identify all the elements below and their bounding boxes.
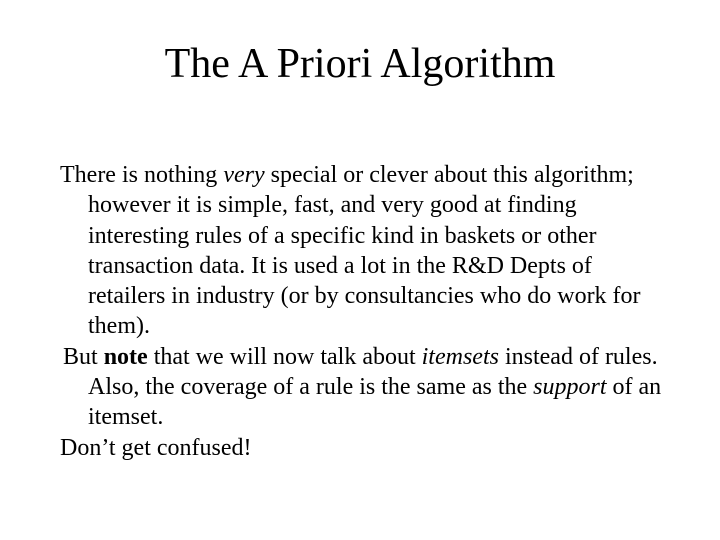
paragraph-closing: Don’t get confused! — [60, 434, 252, 461]
slide-title: The A Priori Algorithm — [164, 41, 556, 87]
emphasis-itemsets: itemsets — [421, 343, 499, 370]
text-span: But — [63, 343, 104, 370]
bold-note: note — [103, 343, 148, 370]
text-span: special or clever about this algorithm; however it is simple, fast, and very good at finding interesting rules of a specific kind in baskets or other transaction data. It is used a lot in the R&D Depts of retailers in industry (or by consultancies who do work for them). — [88, 162, 641, 340]
paragraph-intro — [60, 160, 670, 342]
text-span: There is nothing — [60, 162, 224, 188]
text-span: of an itemset. — [88, 374, 662, 431]
text-span: instead of rules. Also, the coverage of a rule is the same as the — [88, 343, 658, 401]
emphasis-support: support — [533, 374, 607, 401]
paragraph-note — [60, 342, 670, 433]
text-span: that we will now talk about — [147, 343, 422, 370]
slide-body — [60, 160, 670, 463]
emphasis-very: very — [223, 162, 265, 188]
